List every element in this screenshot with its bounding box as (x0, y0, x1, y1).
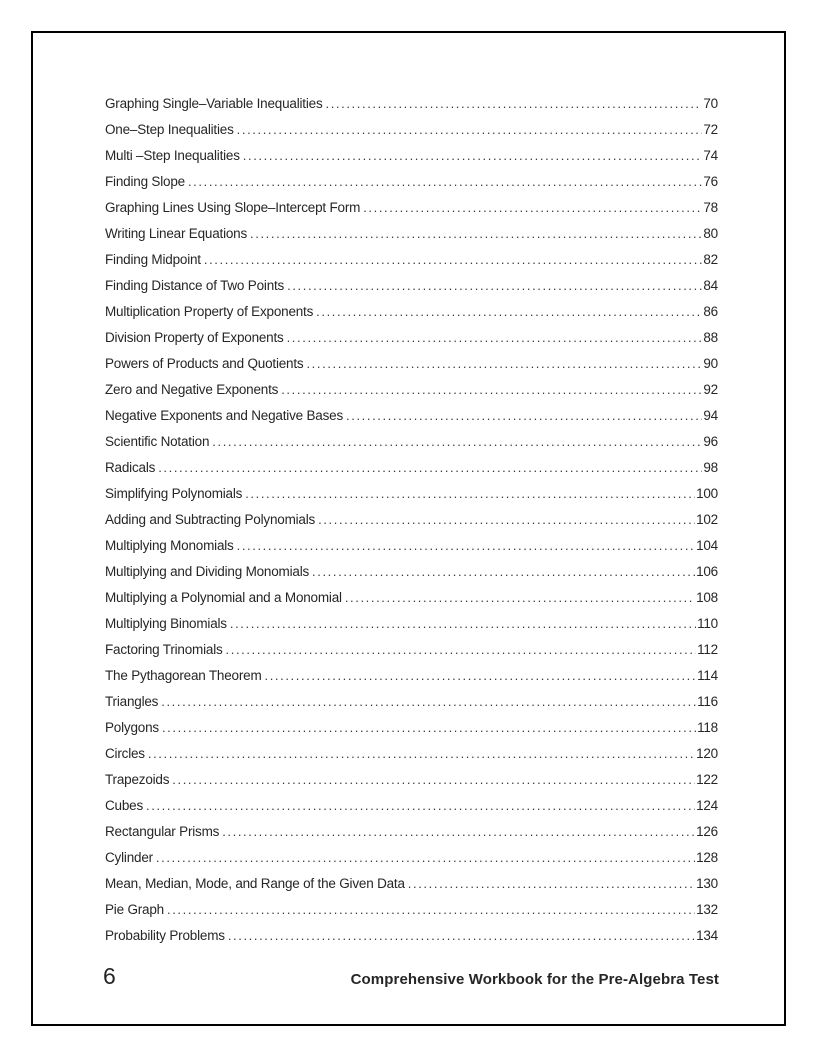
dot-leader-icon (158, 455, 702, 481)
toc-entry[interactable] (105, 611, 718, 637)
dot-leader-icon (265, 663, 697, 689)
dot-leader-icon (146, 793, 695, 819)
toc-entry-title: Division Property of Exponents (105, 330, 284, 345)
toc-entry-page-number: 94 (703, 408, 718, 423)
toc-entry[interactable] (105, 455, 718, 481)
toc-entry-page-number: 102 (696, 512, 718, 527)
toc-entry-page-number: 76 (703, 174, 718, 189)
toc-entry-title: Multiplication Property of Exponents (105, 304, 314, 319)
toc-entry-page-number: 118 (697, 720, 718, 735)
toc-entry-page-number: 124 (696, 798, 718, 813)
toc-entry-page-number: 128 (696, 850, 718, 865)
toc-entry-page-number: 90 (703, 356, 718, 371)
toc-entry[interactable] (105, 845, 718, 871)
toc-entry-page-number: 126 (696, 824, 718, 839)
toc-entry-page-number: 104 (696, 538, 718, 553)
dot-leader-icon (230, 611, 696, 637)
table-of-contents (105, 91, 718, 949)
toc-entry-page-number: 74 (703, 148, 718, 163)
toc-entry-title: Adding and Subtracting Polynomials (105, 512, 316, 527)
toc-entry-title: Trapezoids (105, 772, 170, 787)
dot-leader-icon (281, 377, 702, 403)
toc-entry-title: Zero and Negative Exponents (105, 382, 279, 397)
toc-entry-page-number: 112 (697, 642, 718, 657)
toc-entry-title: Mean, Median, Mode, and Range of the Given Data (105, 876, 405, 891)
toc-entry-page-number: 120 (696, 746, 718, 761)
dot-leader-icon (345, 585, 695, 611)
dot-leader-icon (363, 195, 702, 221)
dot-leader-icon (408, 871, 695, 897)
toc-entry-title: Multiplying Monomials (105, 538, 234, 553)
dot-leader-icon (161, 689, 696, 715)
toc-entry-page-number: 70 (703, 96, 718, 111)
toc-entry-page-number: 108 (696, 590, 718, 605)
toc-entry-page-number: 100 (696, 486, 718, 501)
toc-entry-title: Finding Slope (105, 174, 185, 189)
toc-entry-title: Pie Graph (105, 902, 164, 917)
toc-entry-title: Finding Midpoint (105, 252, 201, 267)
toc-entry-title: Polygons (105, 720, 159, 735)
toc-entry[interactable] (105, 221, 718, 247)
toc-entry[interactable] (105, 143, 718, 169)
toc-entry[interactable] (105, 481, 718, 507)
toc-entry-title: Graphing Lines Using Slope–Intercept Form (105, 200, 361, 215)
toc-entry-title: Cubes (105, 798, 144, 813)
dot-leader-icon (245, 481, 695, 507)
dot-leader-icon (222, 819, 695, 845)
toc-entry-title: Cylinder (105, 850, 153, 865)
toc-entry-page-number: 122 (696, 772, 718, 787)
toc-entry-page-number: 96 (703, 434, 718, 449)
dot-leader-icon (156, 845, 695, 871)
toc-entry[interactable] (105, 533, 718, 559)
toc-entry-title: Radicals (105, 460, 156, 475)
toc-entry-title: Multiplying Binomials (105, 616, 227, 631)
dot-leader-icon (306, 351, 702, 377)
toc-entry-page-number: 88 (703, 330, 718, 345)
toc-entry[interactable] (105, 715, 718, 741)
toc-entry-title: Writing Linear Equations (105, 226, 248, 241)
toc-entry[interactable] (105, 247, 718, 273)
dot-leader-icon (237, 117, 703, 143)
toc-entry[interactable] (105, 871, 718, 897)
dot-leader-icon (167, 897, 695, 923)
dot-leader-icon (204, 247, 703, 273)
toc-entry-title: Probability Problems (105, 928, 225, 943)
toc-entry-page-number: 82 (703, 252, 718, 267)
dot-leader-icon (237, 533, 695, 559)
dot-leader-icon (326, 91, 703, 117)
dot-leader-icon (212, 429, 702, 455)
toc-entry[interactable] (105, 377, 718, 403)
toc-entry-page-number: 132 (696, 902, 718, 917)
toc-entry-page-number: 116 (697, 694, 718, 709)
toc-entry[interactable] (105, 351, 718, 377)
toc-entry[interactable] (105, 559, 718, 585)
toc-entry-page-number: 78 (703, 200, 718, 215)
toc-entry-page-number: 80 (703, 226, 718, 241)
toc-entry-page-number: 84 (703, 278, 718, 293)
toc-entry-page-number: 72 (703, 122, 718, 137)
toc-entry[interactable] (105, 663, 718, 689)
toc-entry[interactable] (105, 585, 718, 611)
toc-entry-page-number: 86 (703, 304, 718, 319)
toc-entry-title: The Pythagorean Theorem (105, 668, 262, 683)
toc-entry-page-number: 114 (697, 668, 718, 683)
dot-leader-icon (287, 325, 703, 351)
footer-page-number: 6 (103, 963, 116, 989)
toc-entry-page-number: 92 (703, 382, 718, 397)
dot-leader-icon (250, 221, 702, 247)
toc-entry[interactable] (105, 897, 718, 923)
toc-entry-title: Factoring Trinomials (105, 642, 223, 657)
toc-entry[interactable] (105, 923, 718, 949)
toc-entry-title: Multi –Step Inequalities (105, 148, 240, 163)
toc-entry-title: Powers of Products and Quotients (105, 356, 304, 371)
toc-entry-title: One–Step Inequalities (105, 122, 234, 137)
toc-entry-page-number: 98 (703, 460, 718, 475)
toc-entry-title: Simplifying Polynomials (105, 486, 243, 501)
toc-entry[interactable] (105, 403, 718, 429)
dot-leader-icon (148, 741, 695, 767)
toc-entry[interactable] (105, 819, 718, 845)
footer-book-title: Comprehensive Workbook for the Pre-Algebra Test (350, 971, 719, 988)
dot-leader-icon (162, 715, 696, 741)
toc-entry-page-number: 130 (696, 876, 718, 891)
toc-entry-title: Multiplying and Dividing Monomials (105, 564, 310, 579)
toc-entry[interactable] (105, 637, 718, 663)
toc-entry[interactable] (105, 117, 718, 143)
dot-leader-icon (346, 403, 702, 429)
toc-entry[interactable] (105, 689, 718, 715)
toc-entry[interactable] (105, 429, 718, 455)
toc-entry[interactable] (105, 741, 718, 767)
dot-leader-icon (243, 143, 703, 169)
toc-entry[interactable] (105, 91, 718, 117)
toc-entry[interactable] (105, 195, 718, 221)
dot-leader-icon (318, 507, 695, 533)
toc-entry-title: Scientific Notation (105, 434, 210, 449)
toc-entry[interactable] (105, 793, 718, 819)
toc-entry-page-number: 110 (697, 616, 718, 631)
toc-entry-title: Finding Distance of Two Points (105, 278, 285, 293)
dot-leader-icon (312, 559, 695, 585)
page-footer (103, 963, 719, 990)
toc-entry-title: Triangles (105, 694, 159, 709)
toc-entry[interactable] (105, 507, 718, 533)
dot-leader-icon (226, 637, 697, 663)
toc-entry-title: Rectangular Prisms (105, 824, 220, 839)
toc-entry[interactable] (105, 273, 718, 299)
toc-entry-title: Graphing Single–Variable Inequalities (105, 96, 323, 111)
toc-entry-title: Negative Exponents and Negative Bases (105, 408, 344, 423)
toc-entry[interactable] (105, 299, 718, 325)
toc-entry-title: Multiplying a Polynomial and a Monomial (105, 590, 342, 605)
dot-leader-icon (172, 767, 695, 793)
dot-leader-icon (228, 923, 695, 949)
dot-leader-icon (188, 169, 702, 195)
dot-leader-icon (287, 273, 702, 299)
toc-entry[interactable] (105, 169, 718, 195)
toc-entry-page-number: 134 (696, 928, 718, 943)
toc-entry-title: Circles (105, 746, 145, 761)
toc-entry[interactable] (105, 325, 718, 351)
dot-leader-icon (316, 299, 702, 325)
toc-entry-page-number: 106 (696, 564, 718, 579)
toc-entry[interactable] (105, 767, 718, 793)
